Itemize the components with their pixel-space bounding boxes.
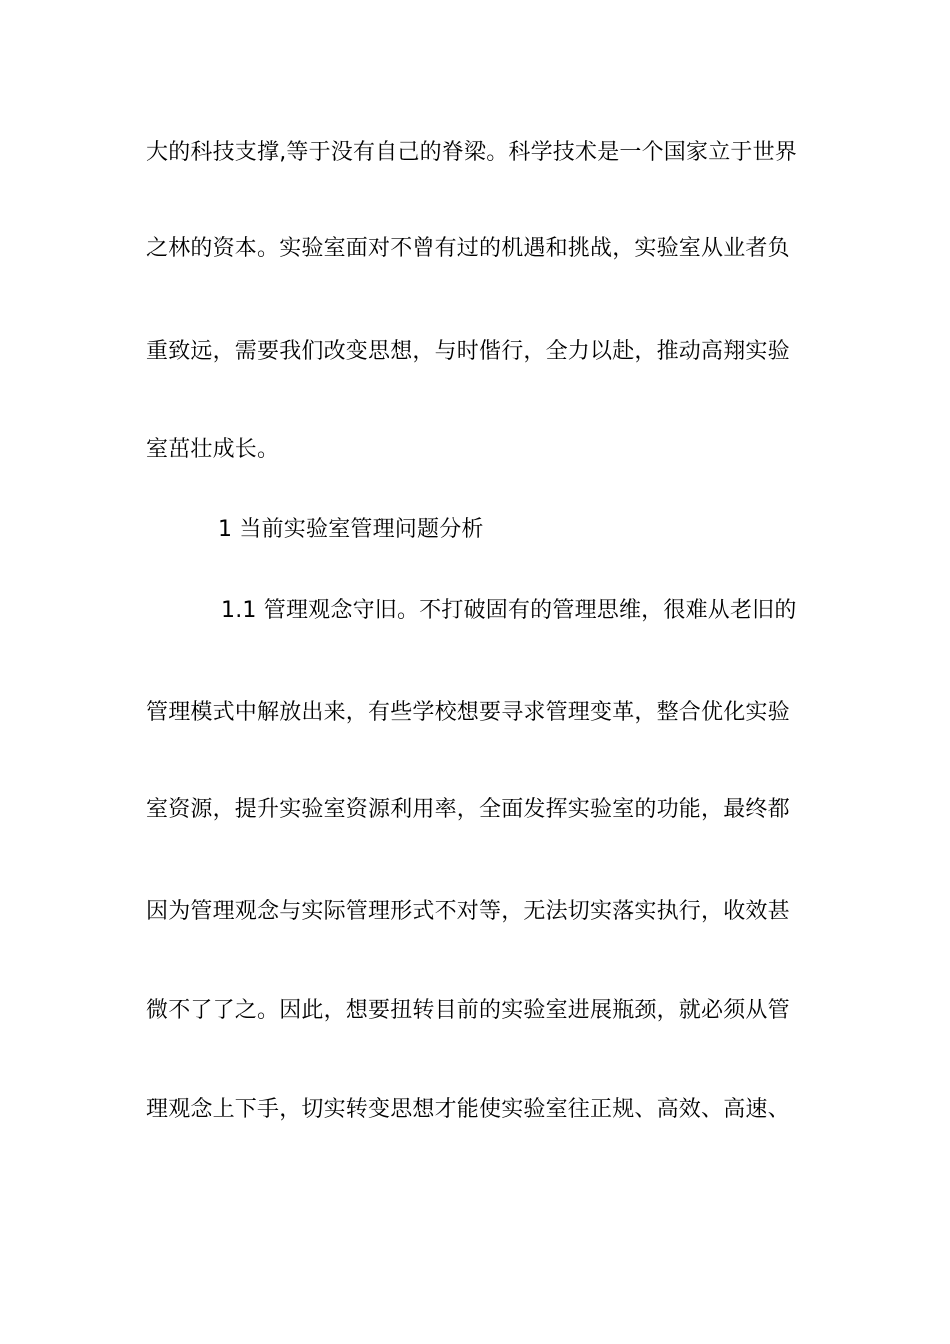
paragraph-line: 管理模式中解放出来，有些学校想要寻求管理变革，整合优化实验	[146, 700, 790, 725]
paragraph-line: 大的科技支撑,等于没有自己的脊梁。科学技术是一个国家立于世界	[146, 140, 797, 165]
section-heading: 1 当前实验室管理问题分析	[218, 517, 484, 542]
paragraph-line: 理观念上下手，切实转变思想才能使实验室往正规、高效、高速、	[146, 1097, 790, 1122]
paragraph-line: 微不了了之。因此，想要扭转目前的实验室进展瓶颈，就必须从管	[146, 998, 790, 1023]
paragraph-line: 室茁壮成长。	[146, 437, 280, 462]
paragraph-line: 重致远，需要我们改变思想，与时偕行，全力以赴，推动高翔实验	[146, 339, 790, 364]
paragraph-line: 之林的资本。实验室面对不曾有过的机遇和挑战，实验室从业者负	[146, 236, 790, 261]
paragraph-line: 室资源，提升实验室资源利用率，全面发挥实验室的功能，最终都	[146, 797, 790, 822]
paragraph-line: 因为管理观念与实际管理形式不对等，无法切实落实执行，收效甚	[146, 899, 790, 924]
subsection-first-line: 1.1 管理观念守旧。不打破固有的管理思维，很难从老旧的	[221, 598, 797, 623]
